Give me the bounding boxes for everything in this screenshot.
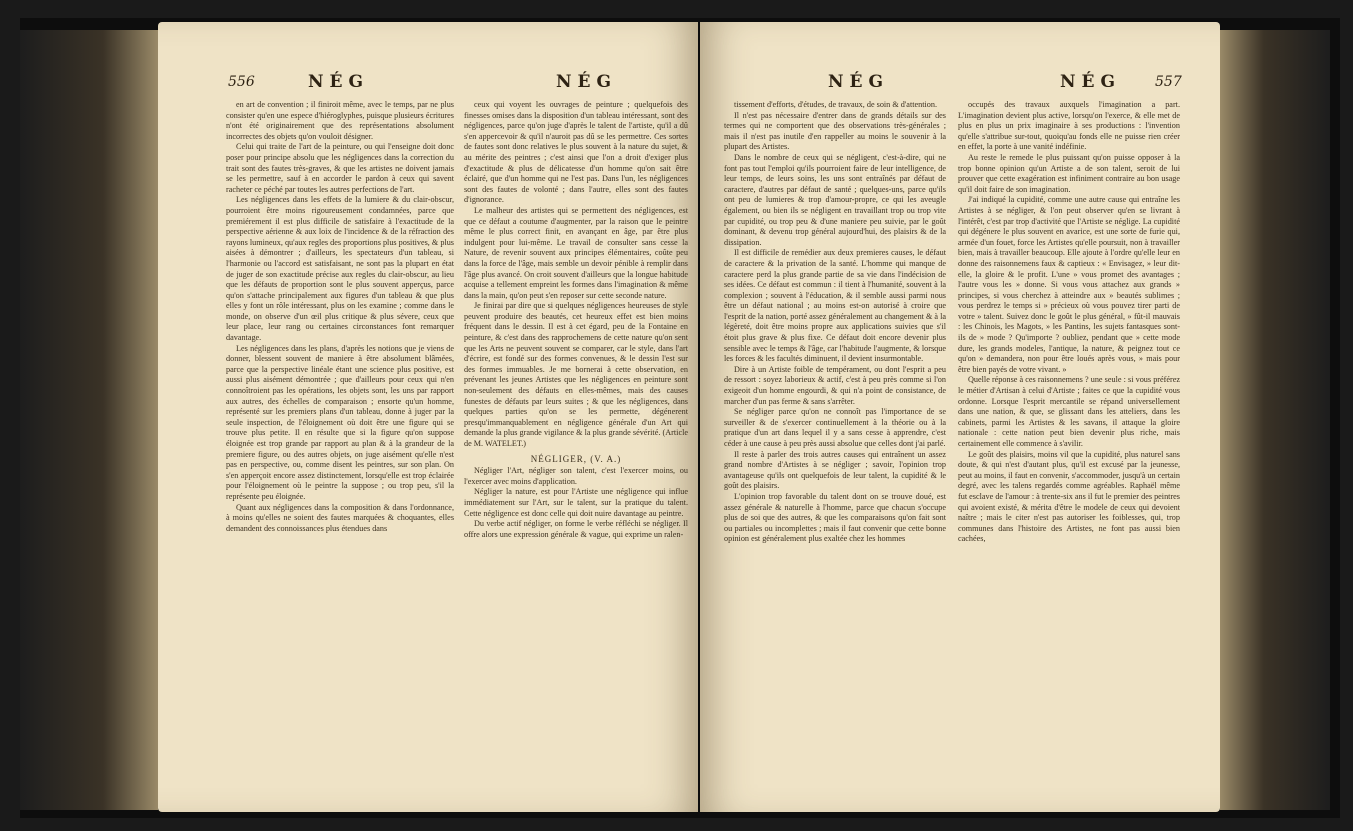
text-column xyxy=(958,100,1180,545)
section-heading: NÉGLIGER, (V. A.) xyxy=(530,453,622,464)
paragraph: Les négligences dans les plans, d'après les notions que je viens de donner, blessent souvent de maniere à être absolument blâmées, parce que la perspective linéale étant une science plus positive, est aussi plus aisément démontrée ; que d'ailleurs pour ceux qui n'en connoîtroient pas les opérations, les objets sont, les uns par rapport aux autres, des échelles de comparaison ; ensorte qu'un homme, représenté sur les premiers plans d'un tableau, donne à juger par la seule inspection, de l'éloignement où doit être une figure qui se trouve plus petite. Il en résulte que si la figure qu'on suppose éloignée est trop grande par rapport au plan & à la grandeur de la premiere figure, ou des autres objets, on juge aisément qu'elle n'est pas en perspective, ou, comme disent les peintres, sur son plan. On s'en apperçoit encore assez distinctement, lorsqu'elle est trop éclairée pour l'éloignement où le peintre la suppose ; ou trop peu, s'il la représente peu éloignée. xyxy=(226,343,454,501)
running-header: NÉG xyxy=(556,72,618,92)
paragraph: occupés des travaux auxquels l'imagination a part. L'imagination devient plus active, lorsqu'on l'exerce, & elle met de plus en plus un prix imaginaire à ses productions : l'invention qu'elle s'attribue sur-tout, quoiqu'au fonds elle ne puisse rien créer en effet, la porte à une vanité indéfinie. xyxy=(958,100,1180,152)
text-column xyxy=(724,100,946,545)
paragraph: Dans le nombre de ceux qui se négligent, c'est-à-dire, qui ne font pas tout l'emploi qu'ils pourroient faire de leur intelligence, de leur temps, de leurs soins, les uns sont entraînés par défaut de caractere, d'autres par défaut de santé ; quelques-uns, parce qu'ils ont peu de lumieres & trop d'amour-propre, ce qui les aveugle également, ou bien ils se négligent en travaillant trop ou trop vite par cupidité, ou trop peu & d'une maniere peu suivie, par le goût dominant, & devenu trop général aujourd'hui, des plaisirs & de la dissipation. xyxy=(724,152,946,247)
paragraph: Du verbe actif négliger, on forme le verbe réfléchi se négliger. Il offre alors une expression générale & vague, qui exprime un ralen- xyxy=(464,519,688,539)
paragraph: Il n'est pas nécessaire d'entrer dans de grands détails sur des termes qui ne comportent que des observations très-générales ; mais il n'est pas inutile d'en rappeller au moins le souvenir à la plupart des Artistes. xyxy=(724,110,946,152)
paragraph: L'opinion trop favorable du talent dont on se trouve doué, est assez générale & naturelle à l'homme, parce que chacun s'occupe plus de soi que des autres, & que les comparaisons qu'on fait sont ou partiales ou incomplettes ; mais il faut convenir que cette bonne opinion est généralement plus exaltée chez les hommes xyxy=(724,491,946,544)
running-header: NÉG xyxy=(308,72,370,92)
right-page xyxy=(700,22,1220,812)
text-column xyxy=(464,100,688,540)
paragraph: J'ai indiqué la cupidité, comme une autre cause qui entraîne les Artistes à se négliger, & l'on peut observer qu'en se livrant à l'intérêt, c'est par trop d'activité que l'Artiste se néglige. La cupidité qui dégénere le plus souvent en avarice, est une sorte de furie qui, armée d'un fouet, force les Artistes qu'elle poursuit, non à travailler bien, mais à travailler beaucoup. Elle ajoute à l'ordre qu'elle leur en donne des raisonnemens faux & captieux : « Envisagez, » leur dit-elle, la gloire & le profit. L'une » vous promet des avantages ; l'autre vous les » donne. Si vous vous attachez aux grands » principes, si vous cherchez à atteindre aux » beautés sublimes ; vous perdrez le temps si » précieux où vous pouvez tirer parti de votre » talent. Suivez donc le goût le plus général, » fût-il mauvais : les Chinois, les Magots, » les Pantins, les sujets fantasques sont-ils de » mode ? Qu'importe ? oubliez, pendant que » cette mode dure, les grands modeles, l'antique, la nature, & peignez tout ce qu'on » demandera, non pour être loués après vous, » mais pour être bien payés de votre vivant. » xyxy=(958,195,1180,374)
left-page-edges xyxy=(20,30,158,810)
paragraph: Celui qui traite de l'art de la peinture, ou qui l'enseigne doit donc poser pour principe absolu que les négligences dans la correction du trait sont des fautes très-graves, & que les artistes ne doivent jamais se les permettre, sauf à en accorder le pardon à ceux qui savent racheter ce péché par toutes les autres perfections de l'art. xyxy=(226,142,454,194)
paragraph: Il reste à parler des trois autres causes qui entraînent un assez grand nombre d'Artistes à se négliger ; savoir, l'opinion trop avantageuse qu'ils ont quelquefois de leur talent, la cupidité & le goût des plaisirs. xyxy=(724,449,946,491)
paragraph: Quant aux négligences dans la composition & dans l'ordonnance, à moins qu'elles ne soient des fautes marquées & choquantes, elles demandent des connoissances plus étendues dans xyxy=(226,502,454,533)
paragraph: Quelle réponse à ces raisonnemens ? une seule : si vous préférez le métier d'Artisan à celui d'Artiste ; faites ce que la cupidité vous ordonne. Lorsque l'esprit mercantile se répand universellement dans une nation, & que, se glissant dans les atteliers, dans les cabinets, parmi les Artistes & les savans, il attaque la gloire nationale : cette nation peut bien devenir plus riche, mais certainement elle commence à s'avilir. xyxy=(958,375,1180,448)
paragraph: Le malheur des artistes qui se permettent des négligences, est que ce défaut a coutume d'augmenter, par la raison que le peintre même le plus correct finit, en avançant en âge, par être plus indulgent pour lui-même. Le travail de consulter sans cesse la Nature, de revenir souvent aux principes élémentaires, coûte peu dans la force de l'âge, mais semble un devoir pénible à remplir dans l'âge plus avancé. On croit souvent d'ailleurs que la longue habitude acquise a tellement empreint les formes dans l'imagination & même dans la main, qu'on peut s'en reposer sur cette seconde nature. xyxy=(464,205,688,300)
paragraph: en art de convention ; il finiroit même, avec le temps, par ne plus consister qu'en une espece d'hiéroglyphes, puisque plusieurs écritures n'ont été originairement que des représentations absolument incorrectes des objets qu'on vouloit désigner. xyxy=(226,100,454,141)
paragraph: Se négliger parce qu'on ne connoît pas l'importance de se surveiller & de s'exercer continuellement à la théorie ou à la pratique d'un art dans lequel il y a sans cesse à apprendre, c'est céder à une cause à peu près aussi absolue que celles dont j'ai parlé. xyxy=(724,407,946,448)
text-column xyxy=(226,100,454,534)
running-header: NÉG xyxy=(828,72,890,92)
left-page xyxy=(158,22,698,812)
paragraph: Je finirai par dire que si quelques négligences heureuses de style peuvent produire des beautés, cet heureux effet est bien moins fréquent dans le dessin. Il est à cet égard, peu de la Fontaine en peinture, & c'est dans des rapprochemens de cette nature qu'on sent que les Arts ne peuvent souvent se comparer, car le style, dans l'art d'écrire, est fondé sur des formes convenues, & le dessin l'est sur des formes immuables. Je me bornerai à cette observation, en prévenant les jeunes Artistes que les négligences en peinture sont non-seulement des défauts en elles-mêmes, mais des causes funestes de défauts par leurs suites ; & que les négligences, dans quelques parties qu'on se les permette, dégénerent presqu'immanquablement en négligence générale d'un Art qui demande la plus grande vigilance & la plus grande sévérité. (Article de M. WATELET.) xyxy=(464,301,688,448)
paragraph: Négliger l'Art, négliger son talent, c'est l'exercer moins, ou l'exercer avec moins d'application. xyxy=(464,466,688,486)
running-header: NÉG xyxy=(1060,72,1122,92)
paragraph: Dire à un Artiste foible de tempérament, ou dont l'esprit a peu de ressort : soyez laborieux & actif, c'est à peu près comme si l'on exigeoit d'un homme engourdi, & qui n'a point de consistance, de marcher d'un pas ferme & sans s'arrêter. xyxy=(724,364,946,406)
paragraph: ceux qui voyent les ouvrages de peinture ; quelquefois des finesses omises dans la disposition d'un tableau intéressant, sont des négligences, parce qu'on juge d'après le talent de l'artiste, qu'il a dû s'en appercevoir & qu'il n'auroit pas dû se les permettre. Ces sortes de fautes sont donc relatives le plus souvent à la nature du sujet, & au mérite des peintres ; c'est ainsi que l'on a droit d'exiger plus d'exactitude & plus de délicatesse d'un homme qu'on sait être éclairé, que d'un homme qui ne l'est pas. Dans l'un, les négligences sont des fautes de volonté ; dans l'autre, elles sont des fautes d'ignorance. xyxy=(464,100,688,205)
paragraph: Au reste le remede le plus puissant qu'on puisse opposer à la trop bonne opinion qu'un Artiste a de son talent, seroit de lui prouver que cette exagération est infiniment contraire au bon usage qu'il doit faire de son imagination. xyxy=(958,152,1180,194)
paragraph: Le goût des plaisirs, moins vil que la cupidité, plus naturel sans doute, & qui n'est d'autant plus, qu'il est excusé par la jeunesse, peut au moins, il faut en convenir, s'accommoder, jusqu'à un certain degré, avec les talens regardés comme agréables. Raphaël même fut esclave de l'amour : à trente-six ans il fut le premier des peintres qui avoient existé, & mérita d'être le modele de ceux qui devoient naître ; mais le citer n'est pas autoriser les foiblesses, qui, trop communes dans l'histoire des Artistes, ne font pas aussi bien cachées, xyxy=(958,449,1180,544)
paragraph: Il est difficile de remédier aux deux premieres causes, le défaut de caractere & la privation de la santé. L'homme qui manque de caractere perd la plus grande partie de sa vie dans l'indécision de ses idées. Ce défaut est commun : il tient à l'humanité, souvent à la complexion ; souvent à l'éducation, & il semble aussi parmi nous être un défaut national ; au moins est-on autorisé à croire que l'esprit de la nation, porté assez généralement au changement & à la légèreté, doit être moins propre aux applications suivies que s'il étoit plus grave & plus fixe. Ce défaut doit encore devenir plus sensible avec le temps & l'âge, car l'habitude l'augmente, & lorsque les forces & les facultés diminuent, il devient insurmontable. xyxy=(724,248,946,364)
paragraph: Négliger la nature, est pour l'Artiste une négligence qui influe immédiatement sur l'Art, sur le talent, sur la pratique du talent. Cette négligence est donc celle qui doit nuire davantage au peintre. xyxy=(464,487,688,518)
right-page-edges xyxy=(1220,30,1330,810)
page-number: 557 xyxy=(1155,74,1182,90)
paragraph: Les négligences dans les effets de la lumiere & du clair-obscur, pourroient être moins rigoureusement condamnées, parce que premiérement il est plus difficile de satisfaire à l'exactitude de la perspective aérienne & aux loix de l'incidence & de la réfraction des rayons lumineux, qu'aux regles des proportions plus positives, & plus aisées à démontrer ; d'ailleurs, les spectateurs d'un tableau, si l'harmonie ou l'accord est satisfaisant, ne sont pas la plupart en état de juger de son exactitude précise aux regles du clair-obscur, au lieu que les défauts de proportion sont le plus souvent apperçus, parce qu'on s'attache principalement aux figures d'un tableau & que plus elles y font un rôle intéressant, plus on les examine ; comme dans le monde, on observe d'un œil plus critique & plus sévere, ceux que leur place, leur rang ou certaines circonstances font remarquer davantage. xyxy=(226,195,454,343)
paragraph: tissement d'efforts, d'études, de travaux, de soin & d'attention. xyxy=(734,100,938,109)
page-number: 556 xyxy=(228,74,255,90)
